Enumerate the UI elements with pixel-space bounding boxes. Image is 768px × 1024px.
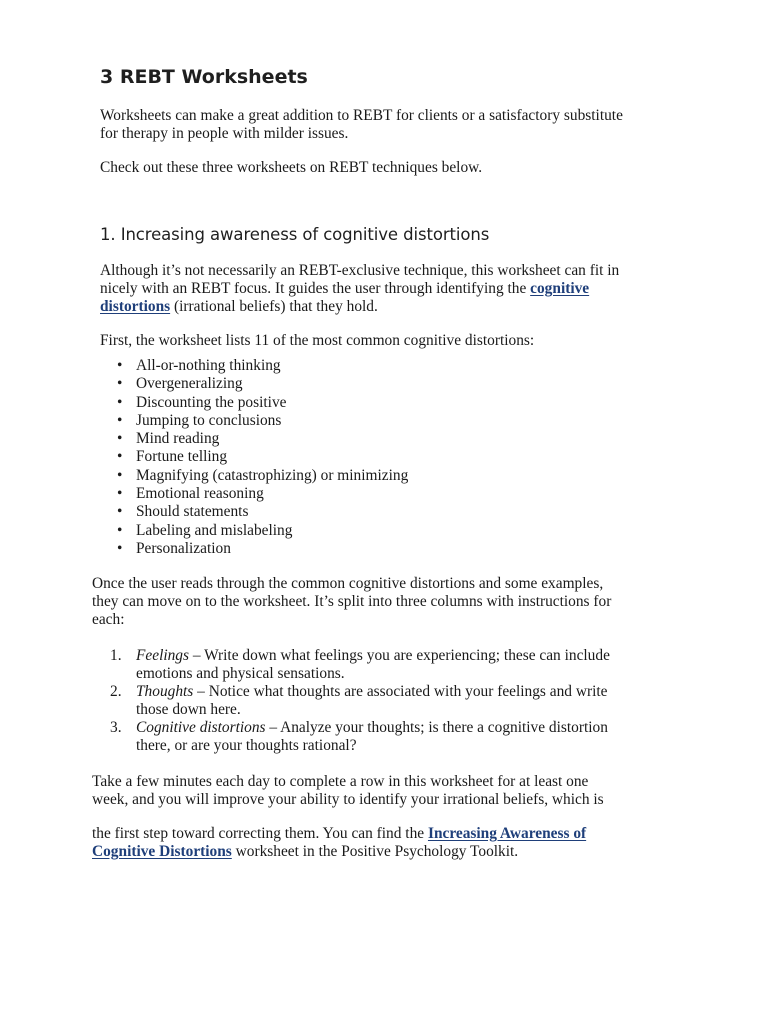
list-item — [114, 412, 408, 430]
paragraph-line: they can move on to the worksheet. It’s split into three columns with instructions for — [92, 593, 612, 610]
column-description: – Analyze your thoughts; is there a cognitive distortion — [265, 719, 608, 736]
list-item-line: those down here. — [136, 701, 241, 718]
list-item-text: Personalization — [136, 539, 231, 557]
paragraph-text: (irrational beliefs) that they hold. — [170, 298, 378, 315]
paragraph-line — [92, 843, 586, 861]
paragraph-text: nicely with an REBT focus. It guides the user through identifying the — [100, 280, 531, 297]
paragraph-line — [100, 298, 619, 316]
list-intro-paragraph: First, the worksheet lists 11 of the most common cognitive distortions: — [100, 332, 535, 349]
list-item-line: emotions and physical sensations. — [136, 665, 345, 682]
list-item-text: Discounting the positive — [136, 393, 287, 411]
list-item — [114, 357, 408, 375]
column-term: Thoughts — [136, 683, 194, 700]
bullet-icon: • — [117, 375, 123, 393]
list-item-text: Should statements — [136, 503, 249, 521]
section-intro-paragraph — [100, 262, 619, 316]
list-item-text: Jumping to conclusions — [136, 411, 282, 429]
paragraph-line — [92, 825, 586, 843]
bullet-icon: • — [117, 430, 123, 448]
paragraph-line: week, and you will improve your ability to identify your irrational beliefs, which is — [92, 791, 604, 808]
check-out-paragraph: Check out these three worksheets on REBT techniques below. — [100, 159, 483, 176]
paragraph-line: Although it’s not necessarily an REBT-exclusive technique, this worksheet can fit in — [100, 262, 620, 279]
bullet-icon: • — [117, 521, 123, 539]
list-number: 3. — [110, 719, 122, 736]
column-description: – Notice what thoughts are associated with your feelings and write — [193, 683, 608, 700]
list-item — [114, 448, 408, 466]
column-term: Cognitive distortions — [136, 719, 266, 736]
list-item-text: Labeling and mislabeling — [136, 521, 293, 539]
paragraph-line: each: — [92, 611, 125, 628]
distortions-list — [114, 357, 408, 558]
list-item — [114, 540, 408, 558]
bullet-icon: • — [117, 503, 123, 521]
list-item-line — [136, 683, 610, 701]
bullet-icon: • — [117, 485, 123, 503]
list-item-text: Magnifying (catastrophizing) or minimizing — [136, 466, 409, 484]
list-item-text: Fortune telling — [136, 448, 228, 466]
list-item-line — [136, 647, 610, 665]
paragraph-line — [100, 280, 619, 298]
cognitive-distortions-link[interactable]: distortions — [100, 298, 171, 315]
list-item-text: Overgeneralizing — [136, 375, 243, 393]
toolkit-paragraph — [92, 825, 586, 861]
bullet-icon: • — [117, 393, 123, 411]
page-title: 3 REBT Worksheets — [100, 66, 308, 88]
list-item — [114, 485, 408, 503]
list-item — [114, 430, 408, 448]
list-item — [114, 394, 408, 412]
intro-line: for therapy in people with milder issues. — [100, 125, 349, 142]
paragraph-line: Take a few minutes each day to complete a row in this worksheet for at least one — [92, 773, 589, 790]
bullet-icon: • — [117, 448, 123, 466]
intro-line: Worksheets can make a great addition to REBT for clients or a satisfactory substitute — [100, 107, 623, 124]
list-item — [110, 719, 610, 755]
worksheet-columns-list — [110, 647, 610, 755]
list-item — [114, 467, 408, 485]
bullet-icon: • — [117, 466, 123, 484]
paragraph-line: Once the user reads through the common cognitive distortions and some examples, — [92, 575, 604, 592]
worksheet-description-paragraph — [92, 575, 611, 629]
list-item-text: All-or-nothing thinking — [136, 357, 281, 374]
list-item — [114, 375, 408, 393]
list-item — [110, 647, 610, 683]
list-item-line — [136, 719, 610, 737]
worksheet-link[interactable]: Cognitive Distortions — [92, 843, 232, 860]
bullet-icon: • — [117, 357, 123, 374]
paragraph-text: worksheet in the Positive Psychology Toolkit. — [231, 843, 519, 860]
list-number: 1. — [110, 647, 122, 664]
list-item — [114, 522, 408, 540]
daily-practice-paragraph — [92, 773, 604, 809]
list-item-line: there, or are your thoughts rational? — [136, 737, 357, 754]
worksheet-link[interactable]: Increasing Awareness of — [427, 825, 587, 842]
list-item-text: Emotional reasoning — [136, 485, 264, 503]
paragraph-text: the first step toward correcting them. You can find the — [92, 825, 428, 842]
bullet-icon: • — [117, 539, 123, 557]
bullet-icon: • — [117, 411, 123, 429]
list-item — [110, 683, 610, 719]
list-item — [114, 503, 408, 521]
list-number: 2. — [110, 683, 122, 700]
list-item-text: Mind reading — [136, 430, 220, 448]
column-description: – Write down what feelings you are experiencing; these can include — [189, 647, 610, 664]
intro-paragraph — [100, 107, 623, 143]
section-heading: 1. Increasing awareness of cognitive distortions — [100, 225, 490, 244]
column-term: Feelings — [136, 647, 189, 664]
cognitive-distortions-link[interactable]: cognitive — [530, 280, 590, 297]
